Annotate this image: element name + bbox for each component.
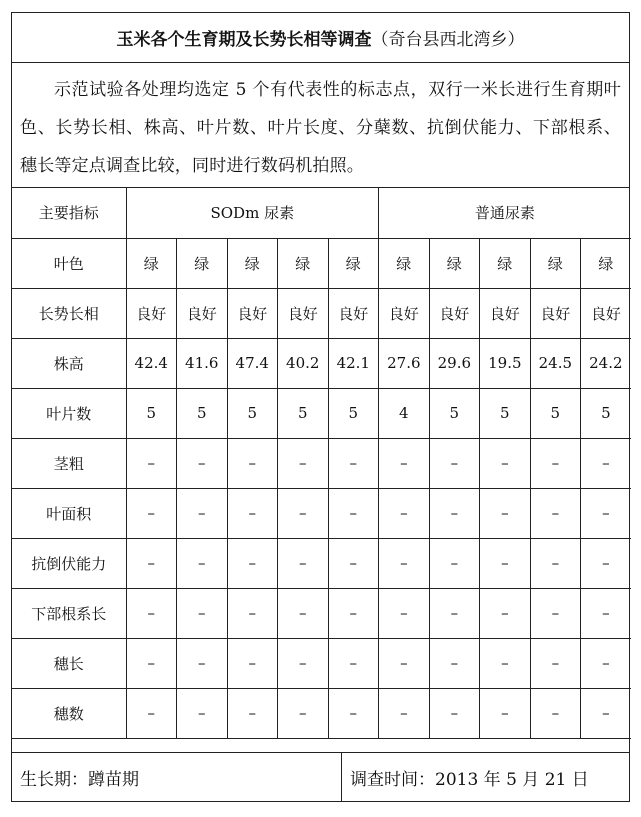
table-cell: –	[581, 688, 631, 738]
table-cell: –	[177, 488, 228, 538]
table-cell: 绿	[177, 238, 228, 288]
table-row	[12, 338, 631, 388]
row-label: 长势长相	[12, 288, 126, 338]
table-cell: –	[126, 538, 177, 588]
survey-time: 调查时间：2013 年 5 月 21 日	[350, 769, 589, 790]
table-cell: 良好	[379, 288, 430, 338]
table-cell: –	[581, 538, 631, 588]
table-cell: –	[278, 638, 329, 688]
table-cell: 良好	[328, 288, 379, 338]
group-regular-urea: 普通尿素	[379, 188, 631, 238]
table-cell: 良好	[429, 288, 480, 338]
table-cell: –	[328, 538, 379, 588]
survey-document	[11, 12, 630, 802]
row-label: 穗长	[12, 638, 126, 688]
group-sodm-urea: SODm 尿素	[126, 188, 379, 238]
table-cell: –	[379, 638, 430, 688]
table-cell: 良好	[480, 288, 531, 338]
table-cell: –	[227, 488, 278, 538]
table-cell: –	[177, 638, 228, 688]
table-cell: 29.6	[429, 338, 480, 388]
document-title	[12, 13, 629, 63]
table-cell: 47.4	[227, 338, 278, 388]
table-cell: –	[177, 588, 228, 638]
footer	[12, 752, 629, 801]
table-cell: –	[227, 438, 278, 488]
table-cell: –	[328, 588, 379, 638]
table-cell: 5	[227, 388, 278, 438]
table-cell: 4	[379, 388, 430, 438]
table-cell: 24.2	[581, 338, 631, 388]
table-cell: –	[581, 488, 631, 538]
table-cell: 42.1	[328, 338, 379, 388]
row-label: 下部根系长	[12, 588, 126, 638]
table-cell: –	[530, 438, 581, 488]
table-row	[12, 238, 631, 288]
table-cell: –	[429, 538, 480, 588]
table-cell: –	[480, 688, 531, 738]
table-cell: –	[328, 638, 379, 688]
table-cell: –	[581, 638, 631, 688]
table-cell: 良好	[227, 288, 278, 338]
table-cell: –	[278, 588, 329, 638]
table-cell: –	[530, 538, 581, 588]
row-label: 叶片数	[12, 388, 126, 438]
table-cell: –	[177, 688, 228, 738]
table-cell: –	[480, 438, 531, 488]
growth-period: 生长期：蹲苗期	[12, 753, 342, 801]
title-main: 玉米各个生育期及长势长相等调查	[116, 30, 372, 50]
table-cell: 5	[328, 388, 379, 438]
table-cell: –	[278, 438, 329, 488]
table-cell: –	[480, 588, 531, 638]
table-cell: 绿	[328, 238, 379, 288]
table-cell: –	[480, 538, 531, 588]
table-cell: 41.6	[177, 338, 228, 388]
table-cell: –	[278, 688, 329, 738]
table-cell: 绿	[227, 238, 278, 288]
survey-table	[12, 188, 631, 739]
table-cell: –	[379, 488, 430, 538]
table-cell: –	[429, 438, 480, 488]
table-cell: –	[429, 638, 480, 688]
row-label: 抗倒伏能力	[12, 538, 126, 588]
table-cell: 40.2	[278, 338, 329, 388]
table-cell: –	[328, 688, 379, 738]
table-cell: 良好	[278, 288, 329, 338]
table-cell: 绿	[581, 238, 631, 288]
table-cell: –	[328, 488, 379, 538]
table-row	[12, 688, 631, 738]
table-cell: –	[379, 588, 430, 638]
intro-paragraph: 示范试验各处理均选定 5 个有代表性的标志点，双行一米长进行生育期叶色、长势长相、株高、叶片数、叶片长度、分蘖数、抗倒伏能力、下部根系、穗长等定点调查比较，同时进行数码机拍照。	[12, 63, 629, 188]
table-cell: 5	[177, 388, 228, 438]
row-label: 株高	[12, 338, 126, 388]
table-cell: –	[379, 538, 430, 588]
table-cell: 良好	[530, 288, 581, 338]
table-cell: –	[177, 438, 228, 488]
table-header-row	[12, 188, 631, 238]
table-cell: 5	[581, 388, 631, 438]
table-cell: 5	[429, 388, 480, 438]
table-cell: 42.4	[126, 338, 177, 388]
table-cell: –	[126, 688, 177, 738]
table-cell: –	[227, 688, 278, 738]
table-row	[12, 488, 631, 538]
table-cell: 绿	[429, 238, 480, 288]
table-cell: –	[480, 638, 531, 688]
table-cell: 24.5	[530, 338, 581, 388]
table-cell: –	[480, 488, 531, 538]
table-cell: –	[328, 438, 379, 488]
table-cell: 5	[530, 388, 581, 438]
header-label: 主要指标	[12, 188, 126, 238]
table-cell: –	[126, 638, 177, 688]
table-cell: 绿	[530, 238, 581, 288]
table-cell: –	[227, 638, 278, 688]
table-cell: –	[429, 488, 480, 538]
table-cell: 19.5	[480, 338, 531, 388]
table-cell: –	[379, 688, 430, 738]
table-cell: 27.6	[379, 338, 430, 388]
table-cell: 绿	[278, 238, 329, 288]
row-label: 茎粗	[12, 438, 126, 488]
table-cell: 良好	[126, 288, 177, 338]
table-cell: –	[530, 638, 581, 688]
title-location: （奇台县西北湾乡）	[371, 30, 525, 50]
table-cell: 绿	[480, 238, 531, 288]
row-label: 叶色	[12, 238, 126, 288]
table-cell: –	[177, 538, 228, 588]
table-row	[12, 638, 631, 688]
table-cell: –	[126, 488, 177, 538]
table-cell: 良好	[581, 288, 631, 338]
table-cell: 绿	[126, 238, 177, 288]
table-row	[12, 388, 631, 438]
table-cell: –	[126, 588, 177, 638]
table-cell: 绿	[379, 238, 430, 288]
row-label: 穗数	[12, 688, 126, 738]
table-cell: 良好	[177, 288, 228, 338]
table-cell: –	[429, 588, 480, 638]
table-cell: –	[126, 438, 177, 488]
table-cell: 5	[278, 388, 329, 438]
table-cell: –	[530, 488, 581, 538]
table-cell: 5	[126, 388, 177, 438]
table-row	[12, 538, 631, 588]
table-cell: –	[530, 688, 581, 738]
table-cell: –	[227, 588, 278, 638]
table-cell: 5	[480, 388, 531, 438]
table-cell: –	[379, 438, 430, 488]
table-cell: –	[429, 688, 480, 738]
table-cell: –	[227, 538, 278, 588]
table-cell: –	[278, 538, 329, 588]
table-row	[12, 288, 631, 338]
table-cell: –	[530, 588, 581, 638]
table-cell: –	[278, 488, 329, 538]
table-cell: –	[581, 588, 631, 638]
table-row	[12, 438, 631, 488]
row-label: 叶面积	[12, 488, 126, 538]
table-row	[12, 588, 631, 638]
table-cell: –	[581, 438, 631, 488]
